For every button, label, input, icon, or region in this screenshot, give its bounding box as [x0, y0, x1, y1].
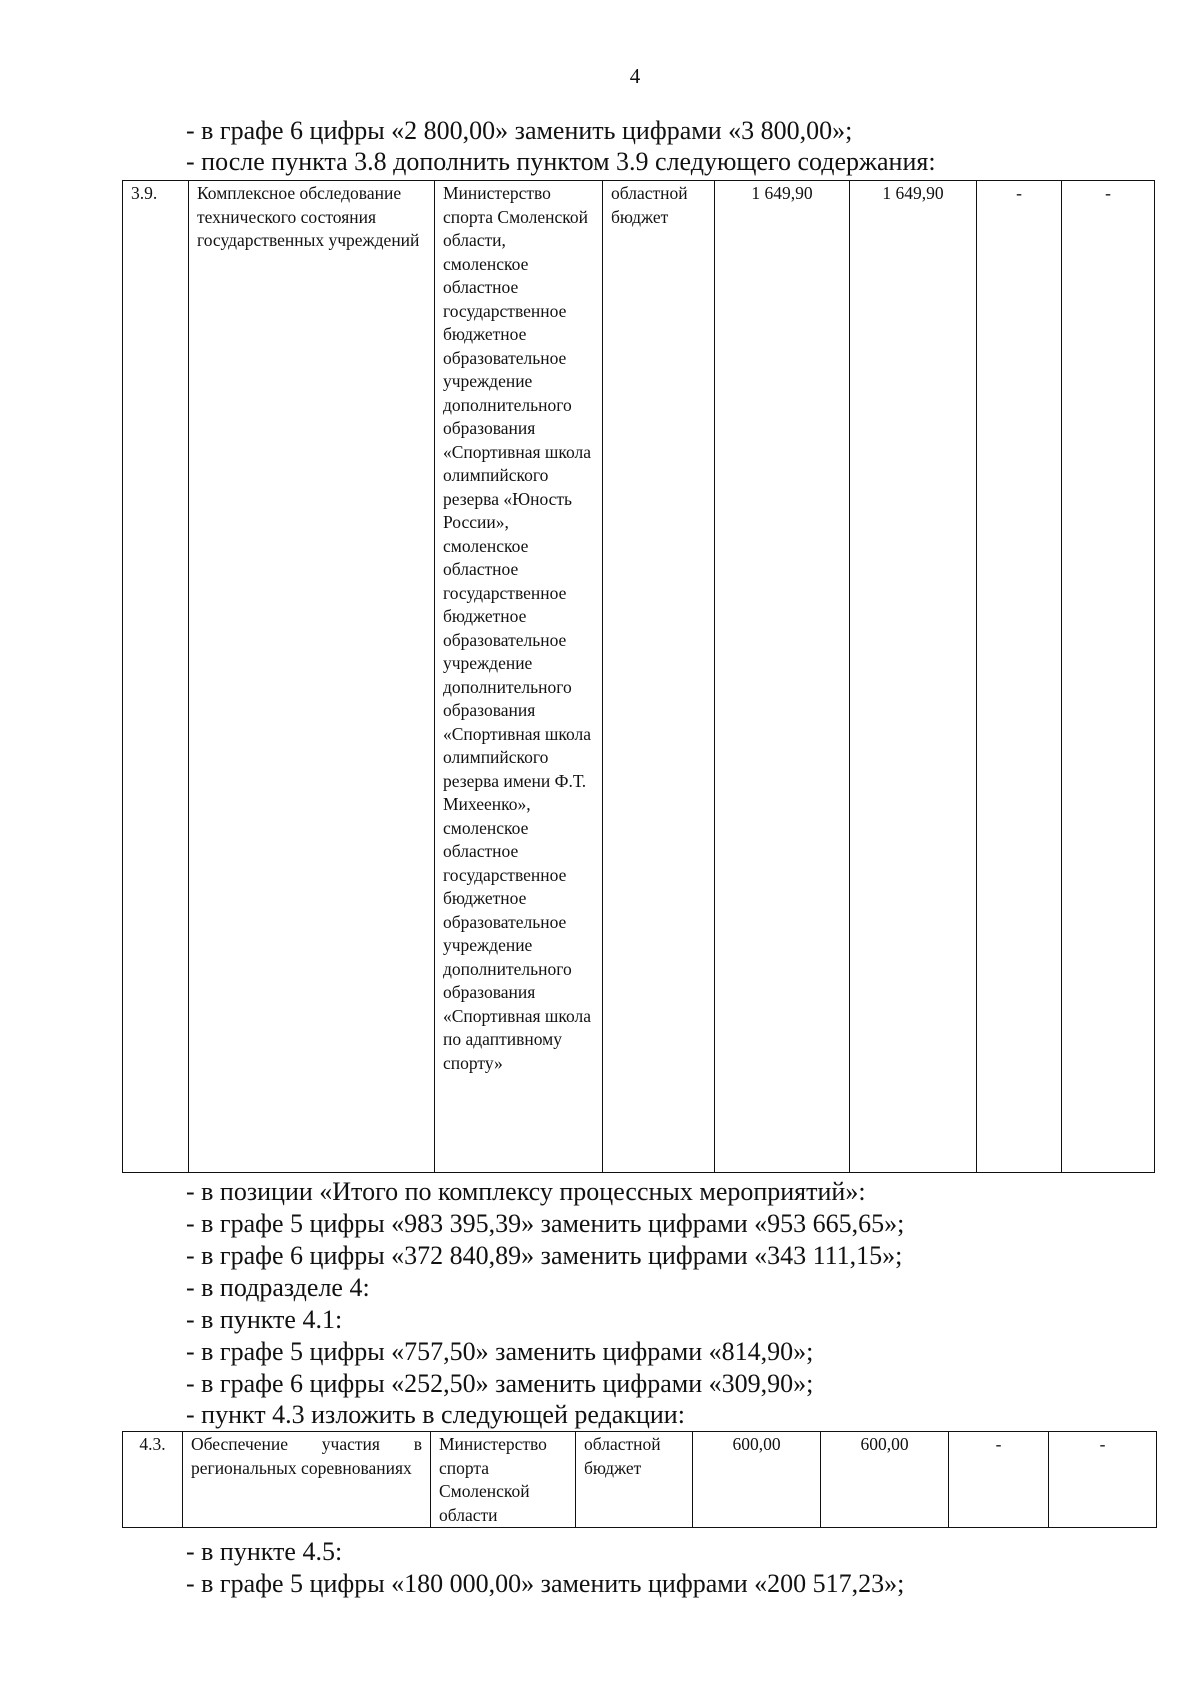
page-number: 4 [629, 64, 641, 88]
cell-name: Комплексное обследование технического состояния государственных учреждений [189, 181, 435, 1173]
cell-total: 1 649,90 [715, 181, 850, 1173]
text-line: - в подразделе 4: [186, 1273, 370, 1302]
cell-year2: - [977, 181, 1062, 1173]
cell-executor: Министерство спорта Смоленской области, смоленское областное государственное бюджетное образовательное учреждение дополнительного образования «Спортивная школа олимпийского резерва «Юность России», смоленское областное государственное бюджетное образовательное учреждение дополнительного образования «Спортивная школа олимпийского резерва имени Ф.Т. Михеенко», смоленское областное государственное бюджетное образовательное учреждение дополнительного образования «Спортивная школа по адаптивному спорту» [435, 181, 603, 1173]
cell-source: областной бюджет [576, 1432, 693, 1528]
table-row [123, 181, 1155, 1173]
text-line: - в графе 6 цифры «252,50» заменить цифрами «309,90»; [186, 1369, 814, 1398]
cell-name: Обеспечение участия в региональных соревнованиях [183, 1432, 431, 1528]
table-row [123, 1432, 1157, 1528]
text-line: - пункт 4.3 изложить в следующей редакции: [186, 1400, 685, 1429]
text-line: - в позиции «Итого по комплексу процессных мероприятий»: [186, 1177, 866, 1206]
text-line: - в графе 6 цифры «372 840,89» заменить цифрами «343 111,15»; [186, 1241, 903, 1270]
cell-number: 3.9. [123, 181, 189, 1173]
cell-year1: 600,00 [821, 1432, 949, 1528]
cell-year2: - [949, 1432, 1049, 1528]
table-item-3-9 [122, 180, 1155, 1173]
text-line: - в графе 6 цифры «2 800,00» заменить цифрами «3 800,00»; [186, 116, 853, 145]
text-line: - в пункте 4.1: [186, 1305, 343, 1334]
cell-year3: - [1049, 1432, 1157, 1528]
text-line: - в графе 5 цифры «757,50» заменить цифрами «814,90»; [186, 1337, 814, 1366]
text-line: - после пункта 3.8 дополнить пунктом 3.9 следующего содержания: [186, 147, 936, 176]
text-line: - в графе 5 цифры «180 000,00» заменить цифрами «200 517,23»; [186, 1569, 905, 1598]
text-line: - в графе 5 цифры «983 395,39» заменить цифрами «953 665,65»; [186, 1209, 905, 1238]
cell-source: областной бюджет [603, 181, 715, 1173]
text-line: - в пункте 4.5: [186, 1537, 343, 1566]
cell-executor: Министерство спорта Смоленской области [431, 1432, 576, 1528]
table-item-4-3 [122, 1431, 1157, 1528]
cell-total: 600,00 [693, 1432, 821, 1528]
cell-number: 4.3. [123, 1432, 183, 1528]
cell-year3: - [1062, 181, 1155, 1173]
cell-year1: 1 649,90 [850, 181, 977, 1173]
